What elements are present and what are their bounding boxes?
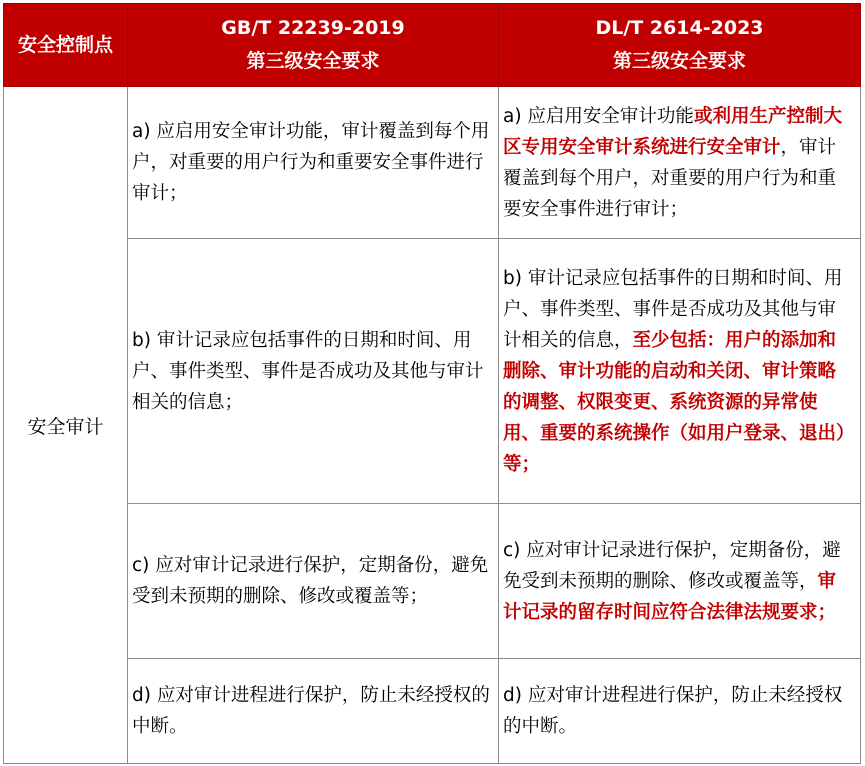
header-gb-standard <box>128 4 499 87</box>
control-point-cell <box>4 87 128 764</box>
gb-requirement-d: d) 应对审计进程进行保护，防止未经授权的中断。 <box>128 659 499 764</box>
header-col2-level: 第三级安全要求 <box>246 50 380 72</box>
table-row <box>4 504 861 659</box>
dl-requirement-d <box>499 659 861 764</box>
control-point-label: 安全审计 <box>27 415 104 438</box>
dl-text: c) 应对审计记录进行保护，定期备份，避免受到未预期的删除、修改或覆盖等， <box>503 539 841 592</box>
gb-requirement-a: a) 应启用安全审计功能，审计覆盖到每个用户，对重要的用户行为和重要安全事件进行审计； <box>128 87 499 239</box>
header-col2-code: GB/T 22239-2019 <box>221 17 405 39</box>
dl-text: ，审计覆盖到每个用户，对重要的用户行为和重要安全事件进行审计； <box>503 136 837 220</box>
header-col3-code: DL/T 2614-2023 <box>595 17 764 39</box>
dl-text: a) 应启用安全审计功能 <box>503 105 694 127</box>
dl-text: b) 审计记录应包括事件的日期和时间、用户、事件类型、事件是否成功及其他与审计相关的信息， <box>503 267 843 351</box>
gb-requirement-b: b) 审计记录应包括事件的日期和时间、用户、事件类型、事件是否成功及其他与审计相关的信息； <box>128 239 499 504</box>
dl-highlight: 审计记录的留存时间应符合法律法规要求； <box>503 570 837 623</box>
header-control-point <box>4 4 128 87</box>
header-dl-standard <box>499 4 861 87</box>
comparison-table <box>3 3 861 764</box>
table-row <box>4 87 861 239</box>
header-row <box>4 4 861 87</box>
dl-requirement-c <box>499 504 861 659</box>
gb-requirement-c: c) 应对审计记录进行保护，定期备份，避免受到未预期的删除、修改或覆盖等； <box>128 504 499 659</box>
dl-highlight: 至少包括：用户的添加和删除、审计功能的启动和关闭、审计策略的调整、权限变更、系统资源的异常使用、重要的系统操作（如用户登录、退出）等； <box>503 329 846 475</box>
table-row <box>4 239 861 504</box>
table-row <box>4 659 861 764</box>
dl-requirement-a <box>499 87 861 239</box>
header-col1-text: 安全控制点 <box>17 33 113 56</box>
dl-text: d) 应对审计进程进行保护，防止未经授权的中断。 <box>503 685 843 737</box>
header-col3-level: 第三级安全要求 <box>612 50 746 72</box>
dl-requirement-b <box>499 239 861 504</box>
dl-highlight: 或利用生产控制大区专用安全审计系统进行安全审计 <box>503 105 842 158</box>
